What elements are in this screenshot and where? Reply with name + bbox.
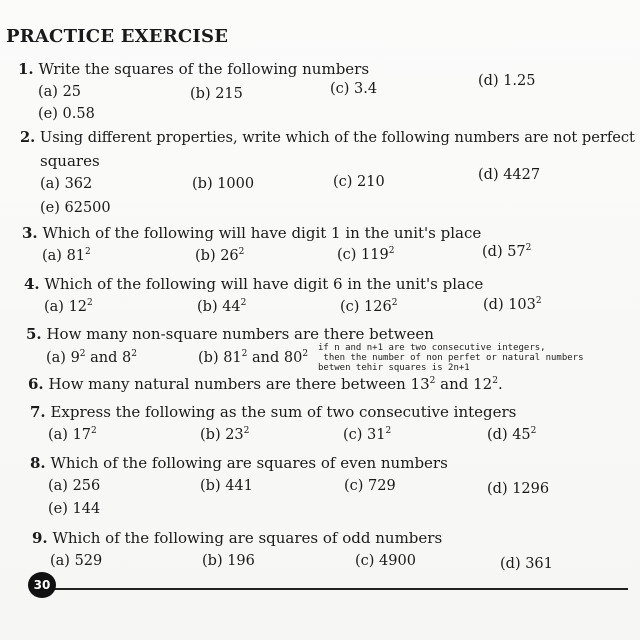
option-7d: (d) $45^2$	[487, 426, 537, 443]
option-3c: (c) $119^2$	[337, 246, 395, 263]
option-1c: (c) 3.4	[330, 81, 378, 97]
question-number: 8.	[30, 454, 46, 472]
option-1a: (a) 25	[38, 84, 82, 100]
page-title: PRACTICE EXERCISE	[6, 26, 229, 47]
question-text: Which of the following will have digit 1 in the unit's place	[42, 224, 482, 242]
option-8b: (b) 441	[200, 478, 253, 494]
question-3	[22, 224, 481, 242]
question-text: Which of the following are squares of odd numbers	[52, 529, 443, 547]
question-text: Write the squares of the following numbers	[38, 60, 370, 78]
question-1	[18, 60, 369, 78]
question-number: 4.	[24, 275, 40, 293]
option-9d: (d) 361	[500, 556, 553, 572]
question-number: 2.	[20, 129, 36, 146]
option-4a: (a) $12^2$	[44, 298, 93, 315]
option-3d: (d) $57^2$	[482, 243, 532, 260]
option-2d: (d) 4427	[478, 167, 541, 183]
option-4b: (b) $44^2$	[197, 298, 247, 315]
option-2a: (a) 362	[40, 176, 93, 192]
question-8	[30, 454, 448, 472]
option-9a: (a) 529	[50, 553, 103, 569]
option-9c: (c) 4900	[355, 553, 416, 569]
option-8a: (a) 256	[48, 478, 101, 494]
question-text: Which of the following are squares of even numbers	[50, 454, 448, 472]
question-text: Express the following as the sum of two consecutive integers	[50, 403, 517, 421]
question-9	[32, 529, 442, 547]
question-6: 6. How many natural numbers are there between $13^2$ and $12^2$.	[28, 375, 503, 393]
option-1b: (b) 215	[190, 86, 243, 102]
option-5a: (a) $9^2$ and $8^2$	[46, 349, 137, 366]
option-3a: (a) $81^2$	[42, 247, 91, 264]
option-7b: (b) $23^2$	[200, 426, 250, 443]
question-7	[30, 403, 516, 421]
question-text: Which of the following will have digit 6 in the unit's place	[44, 275, 484, 293]
option-1e: (e) 0.58	[38, 106, 95, 122]
option-5b: (b) $81^2$ and $80^2$	[198, 349, 309, 366]
option-8d: (d) 1296	[487, 481, 550, 497]
question-number: 1.	[18, 60, 34, 78]
question-number: 5.	[26, 325, 42, 343]
question-text: How many non-square numbers are there between	[46, 325, 434, 343]
page-number-badge: 30	[28, 572, 56, 598]
question-2	[20, 129, 635, 146]
option-2b: (b) 1000	[192, 176, 255, 192]
option-2e: (e) 62500	[40, 200, 111, 216]
option-7a: (a) $17^2$	[48, 426, 97, 443]
option-8e: (e) 144	[48, 501, 101, 517]
option-1d: (d) 1.25	[478, 73, 536, 89]
option-4d: (d) $103^2$	[483, 296, 542, 313]
option-4c: (c) $126^2$	[340, 298, 398, 315]
question-4	[24, 275, 483, 293]
option-9b: (b) 196	[202, 553, 255, 569]
question-text: Using different properties, write which of the following numbers are not perfect	[39, 129, 635, 146]
question-5	[26, 325, 434, 343]
option-8c: (c) 729	[344, 478, 396, 494]
question-number: 9.	[32, 529, 48, 547]
option-3b: (b) $26^2$	[195, 247, 245, 264]
option-2c: (c) 210	[333, 174, 385, 190]
footer-divider	[40, 588, 628, 590]
question-number: 6.	[28, 375, 44, 393]
handwritten-note: if n and n+1 are two consecutive integers, then the number of non perfet or natural numbers betwen tehir squares is 2n+1	[318, 343, 584, 373]
question-2-continuation: squares	[40, 152, 100, 170]
question-number: 7.	[30, 403, 46, 421]
question-number: 3.	[22, 224, 38, 242]
option-7c: (c) $31^2$	[343, 426, 392, 443]
